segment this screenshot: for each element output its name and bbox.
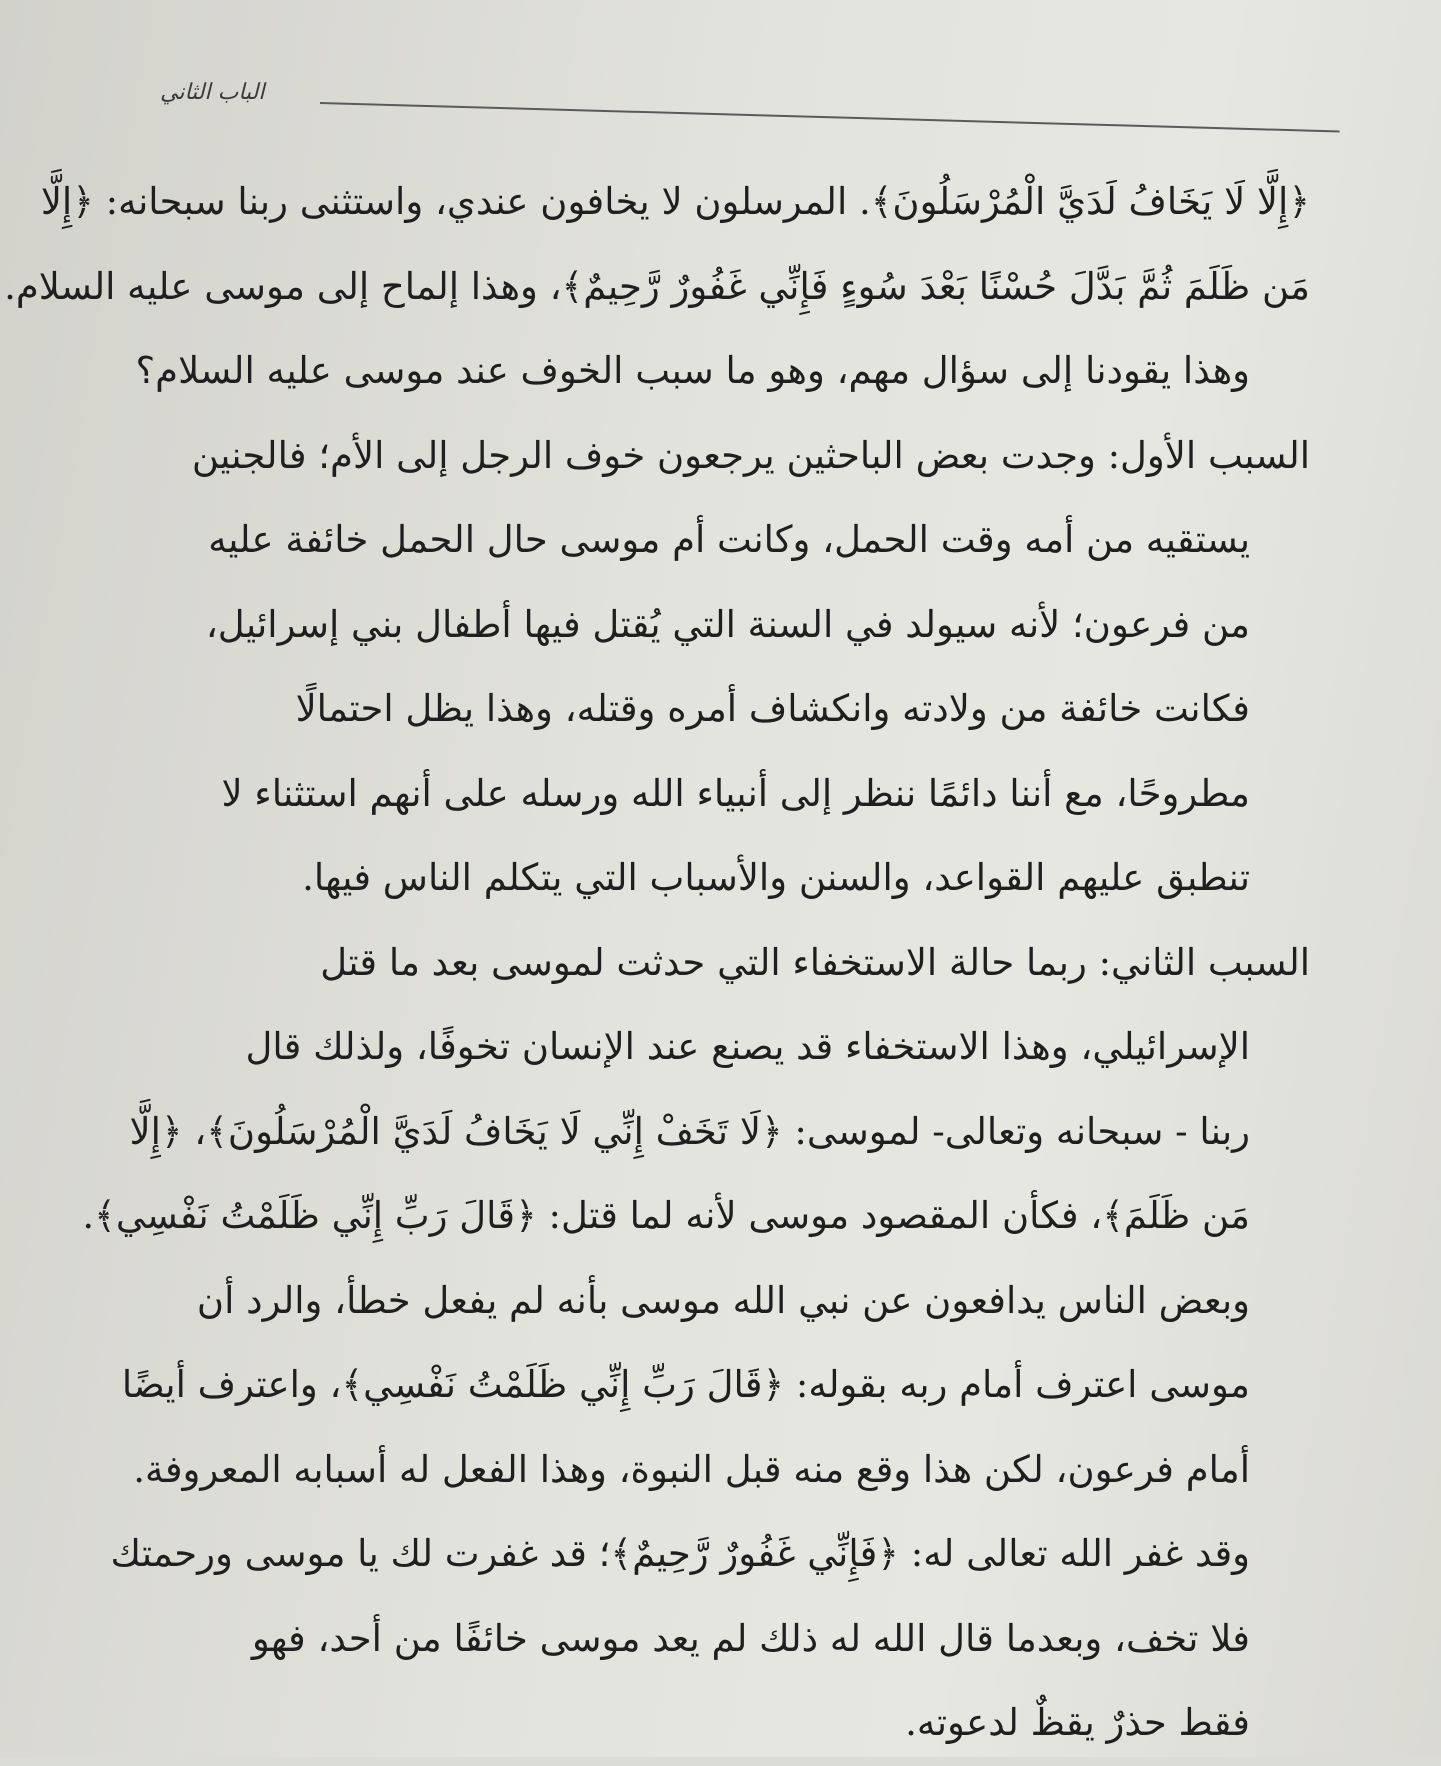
text-line: وبعض الناس يدافعون عن نبي الله موسى بأنه لم يفعل خطأ، والرد أن xyxy=(196,1278,1250,1322)
text-line: ربنا - سبحانه وتعالى- لموسى: ﴿لَا تَخَفْ إِنِّي لَا يَخَافُ لَدَيَّ الْمُرْسَلُونَ﴾، ﴿إِلَّا xyxy=(129,1109,1250,1153)
text-line: يستقيه من أمه وقت الحمل، وكانت أم موسى حال الحمل خائفة عليه xyxy=(208,518,1250,561)
text-line: وقد غفر الله تعالى له: ﴿فَإِنِّي غَفُورٌ رَّحِيمٌ﴾؛ قد غفرت لك يا موسى ورحمتك xyxy=(110,1532,1250,1575)
text-line: ﴿إِلَّا لَا يَخَافُ لَدَيَّ الْمُرْسَلُونَ﴾. المرسلون لا يخافون عندي، واستثنى ربنا سبحانه: ﴿إِلَّا xyxy=(40,180,1310,223)
text-line: فقط حذرٌ يقظٌ لدعوته. xyxy=(905,1701,1250,1744)
page-header xyxy=(150,70,1330,130)
text-line: فلا تخف، وبعدما قال الله له ذلك لم يعد موسى خائفًا من أحد، فهو xyxy=(251,1616,1250,1660)
text-line: أمام فرعون، لكن هذا وقع منه قبل النبوة، وهذا الفعل له أسبابه المعروفة. xyxy=(133,1447,1250,1491)
text-line: فكانت خائفة من ولادته وانكشاف أمره وقتله، وهذا يظل احتمالًا xyxy=(295,687,1250,730)
text-line: الإسرائيلي، وهذا الاستخفاء قد يصنع عند الإنسان تخوفًا، ولذلك قال xyxy=(245,1025,1250,1068)
text-line: مَن ظَلَمَ ثُمَّ بَدَّلَ حُسْنًا بَعْدَ سُوءٍ فَإِنِّي غَفُورٌ رَّحِيمٌ﴾، وهذا إلماح إلى موسى عليه السلام. xyxy=(4,264,1310,308)
running-title: الباب الثاني xyxy=(160,80,265,105)
text-line: موسى اعترف أمام ربه بقوله: ﴿قَالَ رَبِّ إِنِّي ظَلَمْتُ نَفْسِي﴾، واعترف أيضًا xyxy=(121,1363,1250,1406)
text-line: السبب الأول: وجدت بعض الباحثين يرجعون خوف الرجل إلى الأم؛ فالجنين xyxy=(191,433,1310,477)
header-rule xyxy=(320,102,1340,132)
text-line: السبب الثاني: ربما حالة الاستخفاء التي حدثت لموسى بعد ما قتل xyxy=(320,940,1310,984)
text-line: وهذا يقودنا إلى سؤال مهم، وهو ما سبب الخوف عند موسى عليه السلام؟ xyxy=(135,349,1250,392)
text-line: من فرعون؛ لأنه سيولد في السنة التي يُقتل فيها أطفال بني إسرائيل، xyxy=(205,602,1250,646)
text-line: تنطبق عليهم القواعد، والسنن والأسباب التي يتكلم الناس فيها. xyxy=(302,856,1250,899)
text-line: مطروحًا، مع أننا دائمًا ننظر إلى أنبياء الله ورسله على أنهم استثناء لا xyxy=(221,771,1250,815)
body-text xyxy=(4,160,1310,1766)
text-line: مَن ظَلَمَ﴾، فكأن المقصود موسى لأنه لما قتل: ﴿قَالَ رَبِّ إِنِّي ظَلَمْتُ نَفْسِي﴾. xyxy=(82,1194,1250,1237)
